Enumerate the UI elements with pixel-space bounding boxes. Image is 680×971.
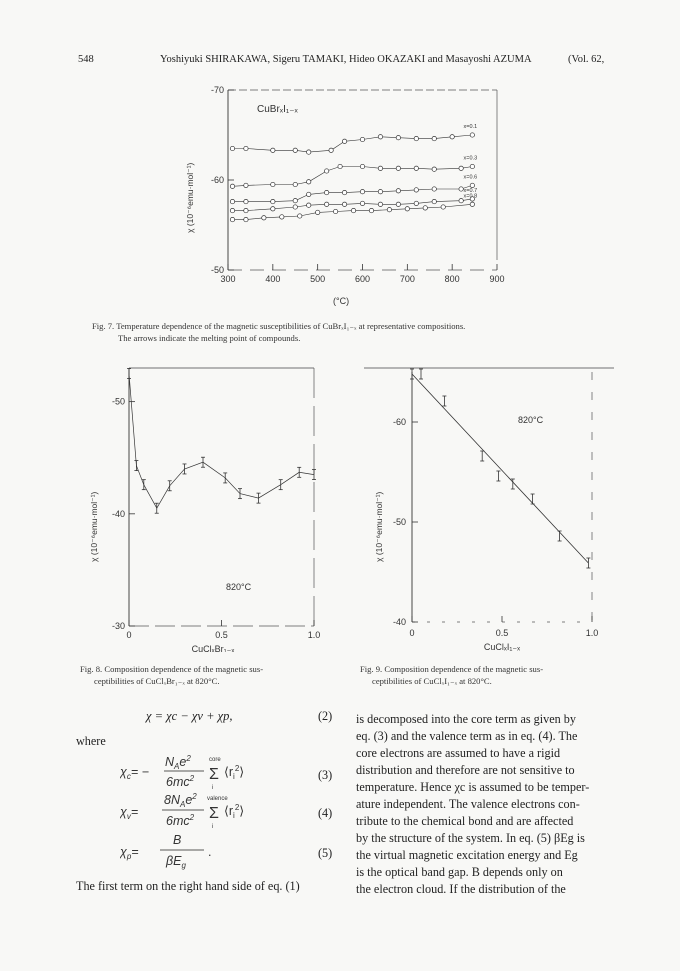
fig7-data-point [360, 164, 364, 168]
svg-text:⟨ri2⟩: $⟨r_i^2⟩$ [224, 803, 245, 820]
svg-text:χv=: $\chi_v=$ [120, 805, 139, 821]
left-last-line: The first term on the right hand side of eq. (1) [76, 879, 300, 893]
svg-text:.: . [208, 845, 212, 859]
text-line: tribute to the chemical bond and are affected [356, 814, 574, 828]
svg-text:⟨ri2⟩: $⟨r_i^2⟩$ [224, 764, 245, 781]
svg-text:χc= −: $\chi_c=$ − [120, 765, 149, 781]
equation-2: χ = χc − χv + χp, [146, 709, 233, 723]
fig7-data-point [459, 166, 463, 170]
fig7-data-point [293, 148, 297, 152]
svg-text:Σ: Σ [209, 805, 219, 822]
equation-5-number: (5) [318, 846, 333, 860]
fig7-data-point [315, 210, 319, 214]
fig7-y-tick-label: -50 [210, 265, 224, 275]
fig7-data-point [230, 146, 234, 150]
fig7-data-point [244, 217, 248, 221]
fig9-y-tick-label: -50 [392, 517, 406, 527]
fig7-data-point [307, 203, 311, 207]
fig7-data-point [378, 190, 382, 194]
fig7-data-point [414, 188, 418, 192]
fig7-x-tick-label: 800 [444, 274, 460, 284]
fig7-data-point [351, 208, 355, 212]
text-line: ature independent. The valence electrons con- [356, 797, 580, 811]
fig7-data-point [470, 202, 474, 206]
text-line: is the optical band gap. B depends only on [356, 865, 563, 879]
fig7-data-point [342, 139, 346, 143]
running-authors: Yoshiyuki SHIRAKAWA, Sigeru TAMAKI, Hideo OKAZAKI and Masayoshi AZUMA [160, 54, 532, 65]
fig7-data-point [360, 201, 364, 205]
fig7-x-tick-label: 300 [220, 274, 236, 284]
fig7-data-point [378, 135, 382, 139]
fig7-x-tick-label: 600 [354, 274, 371, 284]
fig7-caption-line1: Fig. 7. Temperature dependence of the magnetic susceptibilities of CuBrₓI₁₋ₓ at representative compositions. [92, 321, 466, 331]
fig7-data-point [230, 199, 234, 203]
fig7-data-point [244, 208, 248, 212]
fig9-ylabel: χ (10⁻⁶emu·mol⁻¹) [374, 491, 384, 562]
text-line: temperature. Hence χc is assumed to be temper- [356, 780, 590, 794]
fig8-temp-label: 820°C [226, 582, 252, 592]
fig7-data-point [280, 215, 284, 219]
fig7-data-point [342, 190, 346, 194]
svg-text:i: i [212, 824, 214, 830]
fig7-data-point [307, 180, 311, 184]
fig7-data-point [396, 136, 400, 140]
fig9-x-tick-label: 0.5 [495, 628, 509, 638]
fig8-x-tick-label: 0.5 [215, 630, 228, 640]
fig7-data-point [369, 208, 373, 212]
text-line: the virtual magnetic excitation energy and Eg [356, 848, 578, 862]
fig7-data-point [244, 199, 248, 203]
fig8-ylabel: χ (10⁻⁶emu·mol⁻¹) [89, 491, 99, 562]
svg-text:Σ: Σ [209, 766, 219, 783]
right-column-text [356, 711, 616, 898]
fig7-ylabel: χ (10⁻⁶emu·mol⁻¹) [185, 162, 195, 233]
fig7-data-point [293, 199, 297, 203]
fig7-data-point [342, 202, 346, 206]
fig7-marks [230, 124, 477, 222]
fig7-data-point [307, 150, 311, 154]
svg-text:χp=: $\chi_p=$ [120, 845, 139, 861]
fig8-chart [85, 352, 335, 652]
fig7-data-point [244, 146, 248, 150]
page-number: 548 [78, 54, 94, 65]
fig8-y-tick-label: -40 [111, 508, 125, 519]
equations-3-5 [120, 752, 300, 870]
fig7-caption-line2: The arrows indicate the melting point of compounds. [118, 333, 301, 343]
text-line: is decomposed into the core term as given by [356, 712, 576, 726]
svg-text:8NAe2: $8N_Ae^2$ [164, 792, 197, 809]
fig7-compound-label: CuBrₓI₁₋ₓ [257, 104, 298, 115]
fig7-data-point [307, 192, 311, 196]
fig8-axes [112, 368, 320, 640]
svg-text:βEg: $\beta E_g$ [166, 854, 186, 870]
svg-text:i: i [212, 785, 214, 791]
fig7-series-label: x=0.7 [463, 187, 478, 194]
fig7-data-point [324, 202, 328, 206]
fig7-data-point [338, 164, 342, 168]
fig8-x-tick-label: 1.0 [307, 630, 321, 640]
fig8-xlabel: CuClₓBr₁₋ₓ [191, 644, 235, 652]
fig7-series-label: x=0.8 [463, 193, 478, 200]
fig8-curve [129, 374, 314, 509]
fig7-data-point [324, 190, 328, 194]
fig9-fit-line [412, 374, 588, 563]
fig8-caption-line2: ceptibilities of CuClₓBr₁₋ₓ at 820°C. [94, 676, 220, 686]
fig7-data-point [378, 166, 382, 170]
fig7-data-point [293, 205, 297, 209]
fig7-series-label: x=0.1 [463, 124, 478, 130]
fig7-x-tick-label: 400 [265, 274, 281, 284]
fig9-axes [364, 368, 614, 638]
fig9-y-tick-label: -40 [392, 617, 406, 627]
fig9-y-tick-label: -60 [392, 417, 406, 427]
svg-text:6mc2: $6mc^2$ [166, 774, 195, 789]
fig7-chart [175, 78, 520, 310]
fig7-data-point [405, 207, 409, 211]
fig7-series-label: x=0.6 [463, 174, 478, 181]
fig7-data-point [432, 199, 436, 203]
fig7-data-point [360, 137, 364, 141]
fig8-y-tick-label: -30 [111, 621, 125, 631]
fig8-caption-line1: Fig. 8. Composition dependence of the magnetic sus- [80, 664, 264, 674]
fig7-data-point [298, 214, 302, 218]
fig7-data-point [293, 182, 297, 186]
fig7-data-point [333, 209, 337, 213]
svg-text:NAe2: $N_Ae^2$ [165, 754, 191, 771]
fig7-data-point [470, 133, 474, 137]
fig7-data-point [271, 199, 275, 203]
fig9-xlabel: CuClₓI₁₋ₓ [483, 642, 521, 652]
fig7-data-point [432, 187, 436, 191]
fig7-x-tick-label: 900 [489, 274, 505, 284]
fig7-data-point [414, 166, 418, 170]
text-line: core electrons are assumed to have a rigid [356, 746, 561, 760]
fig7-data-point [230, 184, 234, 188]
fig7-x-tick-label: 500 [310, 274, 326, 284]
fig7-data-point [271, 148, 275, 152]
fig9-caption-line1: Fig. 9. Composition dependence of the magnetic sus- [360, 664, 544, 674]
text-line: eq. (3) and the valence term as in eq. (4). The [356, 729, 578, 743]
svg-text:6mc2: $6mc^2$ [166, 813, 195, 828]
fig9-caption-line2: ceptibilities of CuClₓI₁₋ₓ at 820°C. [372, 676, 492, 686]
fig7-data-point [324, 169, 328, 173]
text-line: the electron cloud. If the distribution of the [356, 882, 566, 896]
text-line: by the structure of the system. In eq. (5) βEg is [356, 831, 585, 845]
fig9-marks [410, 369, 590, 568]
fig7-x-tick-label: 700 [399, 274, 415, 284]
fig7-data-point [230, 208, 234, 212]
fig7-data-point [441, 205, 445, 209]
fig7-data-point [396, 189, 400, 193]
equation-2-number: (2) [318, 709, 333, 723]
fig7-data-point [230, 217, 234, 221]
fig7-data-point [470, 164, 474, 168]
fig8-y-tick-label: -50 [111, 396, 125, 407]
fig7-data-point [329, 148, 333, 152]
equation-3-number: (3) [318, 768, 333, 782]
fig9-x-tick-label: 0 [409, 628, 415, 638]
fig7-data-point [414, 201, 418, 205]
fig7-data-point [360, 190, 364, 194]
fig7-data-point [423, 206, 427, 210]
fig7-xlabel: (°C) [333, 296, 350, 306]
fig9-temp-label: 820°C [518, 415, 544, 425]
fig7-data-point [271, 182, 275, 186]
volume-label: (Vol. 62, [568, 54, 605, 65]
fig9-chart [356, 362, 618, 652]
svg-text:B: B [173, 833, 182, 847]
fig8-marks [127, 369, 316, 514]
fig7-data-point [262, 216, 266, 220]
fig7-data-point [271, 207, 275, 211]
fig7-data-point [244, 183, 248, 187]
svg-text:core: core [209, 757, 221, 763]
fig9-x-tick-label: 1.0 [585, 628, 599, 638]
fig7-series-label: x=0.3 [463, 155, 478, 162]
fig7-data-point [450, 135, 454, 139]
fig8-x-tick-label: 0 [126, 630, 132, 640]
fig7-data-point [378, 202, 382, 206]
fig7-data-point [432, 136, 436, 140]
text-line: distribution and therefore are not sensitive to [356, 763, 575, 777]
fig7-data-point [414, 136, 418, 140]
fig7-y-tick-label: -70 [210, 85, 224, 95]
fig7-axes [211, 85, 505, 284]
fig7-data-point [396, 202, 400, 206]
fig7-data-point [432, 167, 436, 171]
fig7-data-point [396, 166, 400, 170]
svg-text:valence: valence [207, 796, 228, 802]
fig7-data-point [387, 208, 391, 212]
fig7-y-tick-label: -60 [210, 175, 224, 185]
where-text: where [76, 734, 106, 748]
equation-4-number: (4) [318, 806, 333, 820]
